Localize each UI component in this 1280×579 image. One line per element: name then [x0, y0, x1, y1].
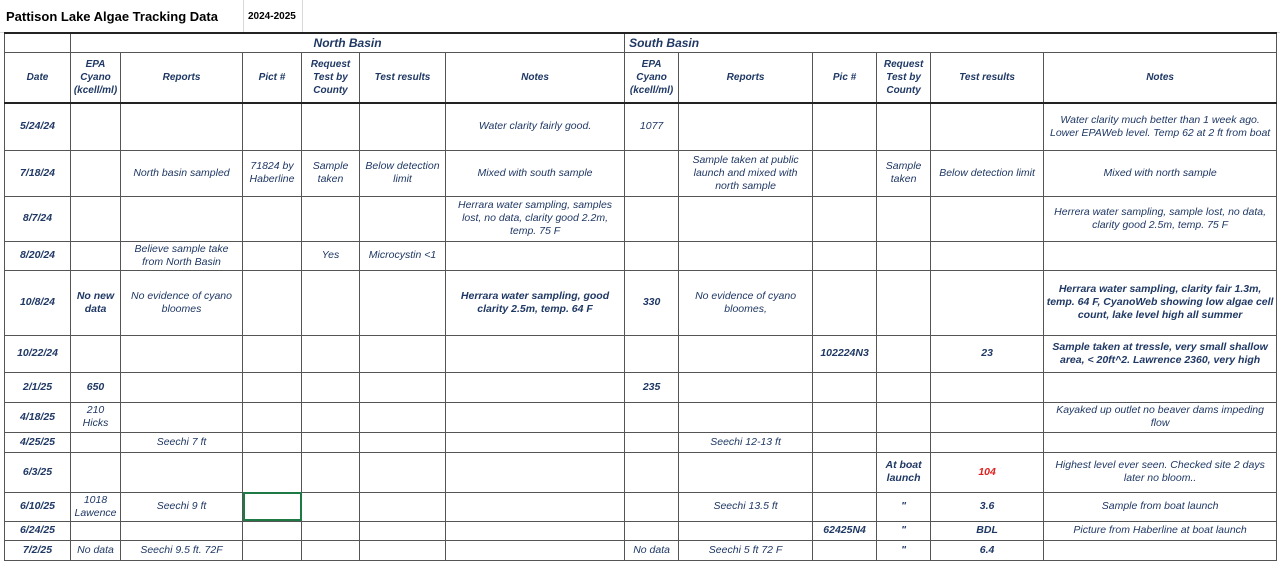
south-epa-cell[interactable]: [625, 150, 679, 196]
date-cell[interactable]: 5/24/24: [5, 103, 71, 150]
north-basin-label[interactable]: North Basin: [71, 33, 625, 53]
north-reports-cell[interactable]: Believe sample take from North Basin: [121, 241, 243, 270]
north-results-cell[interactable]: Microcystin <1: [360, 241, 446, 270]
header-south-notes[interactable]: Notes: [1044, 53, 1277, 104]
south-reports-cell[interactable]: [679, 372, 813, 402]
south-pict-cell[interactable]: [813, 196, 877, 241]
north-results-cell[interactable]: [360, 270, 446, 335]
south-request-cell[interactable]: ": [877, 521, 931, 540]
south-notes-cell[interactable]: Herrera water sampling, sample lost, no data, clarity good 2.5m, temp. 75 F: [1044, 196, 1277, 241]
north-notes-cell[interactable]: [446, 521, 625, 540]
title-row: [0, 0, 1280, 33]
south-request-cell[interactable]: [877, 196, 931, 241]
north-pict-cell[interactable]: [243, 241, 302, 270]
north-reports-cell[interactable]: Seechi 9 ft: [121, 492, 243, 521]
north-pict-cell[interactable]: [243, 521, 302, 540]
south-reports-cell[interactable]: Seechi 13.5 ft: [679, 492, 813, 521]
table-row: [5, 521, 1277, 540]
south-results-cell[interactable]: [931, 432, 1044, 452]
table-row: [5, 492, 1277, 521]
north-pict-cell[interactable]: [243, 540, 302, 560]
south-request-cell[interactable]: [877, 103, 931, 150]
south-epa-cell[interactable]: No data: [625, 540, 679, 560]
table-row: [5, 540, 1277, 560]
south-pict-cell[interactable]: [813, 150, 877, 196]
south-pict-cell[interactable]: [813, 103, 877, 150]
south-notes-cell[interactable]: Sample from boat launch: [1044, 492, 1277, 521]
header-north-request[interactable]: Request Test by County: [302, 53, 360, 104]
north-reports-cell[interactable]: Seechi 7 ft: [121, 432, 243, 452]
south-epa-cell[interactable]: 330: [625, 270, 679, 335]
north-pict-cell[interactable]: [243, 432, 302, 452]
south-pict-cell[interactable]: [813, 402, 877, 432]
south-pict-cell[interactable]: 62425N4: [813, 521, 877, 540]
date-cell[interactable]: 10/22/24: [5, 335, 71, 372]
north-epa-cell[interactable]: 650: [71, 372, 121, 402]
south-reports-cell[interactable]: [679, 335, 813, 372]
south-reports-cell[interactable]: [679, 103, 813, 150]
south-results-cell[interactable]: [931, 196, 1044, 241]
north-request-cell[interactable]: [302, 196, 360, 241]
north-reports-cell[interactable]: [121, 521, 243, 540]
south-results-cell[interactable]: 3.6: [931, 492, 1044, 521]
date-cell[interactable]: 6/24/25: [5, 521, 71, 540]
north-results-cell[interactable]: [360, 335, 446, 372]
north-notes-cell[interactable]: [446, 452, 625, 492]
north-reports-cell[interactable]: [121, 402, 243, 432]
north-request-cell[interactable]: [302, 432, 360, 452]
north-notes-cell[interactable]: Mixed with south sample: [446, 150, 625, 196]
north-request-cell[interactable]: [302, 103, 360, 150]
north-epa-cell[interactable]: [71, 196, 121, 241]
north-notes-cell[interactable]: [446, 492, 625, 521]
north-results-cell[interactable]: [360, 402, 446, 432]
north-epa-cell[interactable]: [71, 103, 121, 150]
table-row: [5, 452, 1277, 492]
south-results-cell[interactable]: [931, 103, 1044, 150]
north-epa-cell[interactable]: [71, 241, 121, 270]
date-cell[interactable]: 7/2/25: [5, 540, 71, 560]
south-results-cell[interactable]: [931, 241, 1044, 270]
table-row: [5, 150, 1277, 196]
south-request-cell[interactable]: [877, 402, 931, 432]
table-row: [5, 402, 1277, 432]
south-epa-cell[interactable]: [625, 452, 679, 492]
north-results-cell[interactable]: [360, 432, 446, 452]
header-south-request[interactable]: Request Test by County: [877, 53, 931, 104]
south-reports-cell[interactable]: No evidence of cyano bloomes,: [679, 270, 813, 335]
south-request-cell[interactable]: [877, 432, 931, 452]
south-request-cell[interactable]: [877, 335, 931, 372]
south-reports-cell[interactable]: [679, 521, 813, 540]
date-cell[interactable]: 4/25/25: [5, 432, 71, 452]
north-notes-cell[interactable]: [446, 372, 625, 402]
gridline: [302, 0, 303, 32]
north-notes-cell[interactable]: Herrara water sampling, samples lost, no data, clarity good 2.2m, temp. 75 F: [446, 196, 625, 241]
north-results-cell[interactable]: [360, 372, 446, 402]
table-row: [5, 270, 1277, 335]
south-pict-cell[interactable]: 102224N3: [813, 335, 877, 372]
north-request-cell[interactable]: Sample taken: [302, 150, 360, 196]
north-results-cell[interactable]: [360, 103, 446, 150]
south-epa-cell[interactable]: [625, 335, 679, 372]
date-cell[interactable]: 8/20/24: [5, 241, 71, 270]
date-cell[interactable]: 2/1/25: [5, 372, 71, 402]
south-epa-cell[interactable]: [625, 492, 679, 521]
north-epa-cell[interactable]: 210 Hicks: [71, 402, 121, 432]
south-reports-cell[interactable]: [679, 402, 813, 432]
header-north-reports[interactable]: Reports: [121, 53, 243, 104]
north-results-cell[interactable]: Below detection limit: [360, 150, 446, 196]
south-results-cell[interactable]: [931, 372, 1044, 402]
north-reports-cell[interactable]: [121, 335, 243, 372]
north-epa-cell[interactable]: [71, 432, 121, 452]
south-results-cell[interactable]: BDL: [931, 521, 1044, 540]
header-south-results[interactable]: Test results: [931, 53, 1044, 104]
north-reports-cell[interactable]: Seechi 9.5 ft. 72F: [121, 540, 243, 560]
header-north-results[interactable]: Test results: [360, 53, 446, 104]
north-pict-cell[interactable]: [243, 270, 302, 335]
south-request-cell[interactable]: ": [877, 492, 931, 521]
south-notes-cell[interactable]: [1044, 372, 1277, 402]
south-request-cell[interactable]: [877, 241, 931, 270]
north-notes-cell[interactable]: [446, 540, 625, 560]
south-request-cell[interactable]: At boat launch: [877, 452, 931, 492]
south-pict-cell[interactable]: [813, 241, 877, 270]
sheet-title[interactable]: Pattison Lake Algae Tracking Data: [6, 9, 218, 24]
table-row: [5, 103, 1277, 150]
south-results-cell[interactable]: 23: [931, 335, 1044, 372]
south-pict-cell[interactable]: [813, 492, 877, 521]
south-notes-cell[interactable]: Water clarity much better than 1 week ago. Lower EPAWeb level. Temp 62 at 2 ft from boat: [1044, 103, 1277, 150]
south-notes-cell[interactable]: [1044, 432, 1277, 452]
north-results-cell[interactable]: [360, 196, 446, 241]
north-pict-cell[interactable]: 71824 by Haberline: [243, 150, 302, 196]
north-request-cell[interactable]: [302, 372, 360, 402]
header-south-reports[interactable]: Reports: [679, 53, 813, 104]
header-south-epa[interactable]: EPA Cyano (kcell/ml): [625, 53, 679, 104]
south-reports-cell[interactable]: Sample taken at public launch and mixed with north sample: [679, 150, 813, 196]
south-reports-cell[interactable]: [679, 241, 813, 270]
north-pict-cell[interactable]: [243, 103, 302, 150]
table-row: [5, 196, 1277, 241]
date-cell[interactable]: 8/7/24: [5, 196, 71, 241]
cell[interactable]: [5, 33, 71, 53]
gridline: [243, 0, 244, 32]
north-request-cell[interactable]: Yes: [302, 241, 360, 270]
south-epa-cell[interactable]: [625, 402, 679, 432]
north-notes-cell[interactable]: Herrara water sampling, good clarity 2.5m, temp. 64 F: [446, 270, 625, 335]
basin-header-row: [5, 33, 1277, 53]
north-reports-cell[interactable]: North basin sampled: [121, 150, 243, 196]
table-row: [5, 432, 1277, 452]
north-request-cell[interactable]: [302, 270, 360, 335]
north-epa-cell[interactable]: [71, 150, 121, 196]
header-date[interactable]: Date: [5, 53, 71, 104]
north-notes-cell[interactable]: [446, 402, 625, 432]
north-request-cell[interactable]: [302, 540, 360, 560]
header-north-pict[interactable]: Pict #: [243, 53, 302, 104]
north-epa-cell[interactable]: No new data: [71, 270, 121, 335]
north-notes-cell[interactable]: Water clarity fairly good.: [446, 103, 625, 150]
date-cell[interactable]: 4/18/25: [5, 402, 71, 432]
north-request-cell[interactable]: [302, 492, 360, 521]
south-epa-cell[interactable]: [625, 432, 679, 452]
south-reports-cell[interactable]: [679, 196, 813, 241]
north-results-cell[interactable]: [360, 492, 446, 521]
date-cell[interactable]: 6/3/25: [5, 452, 71, 492]
south-epa-cell[interactable]: [625, 241, 679, 270]
north-pict-cell[interactable]: [243, 372, 302, 402]
south-notes-cell[interactable]: Mixed with north sample: [1044, 150, 1277, 196]
header-south-pict[interactable]: Pic #: [813, 53, 877, 104]
north-reports-cell[interactable]: [121, 372, 243, 402]
north-epa-cell[interactable]: 1018 Lawence: [71, 492, 121, 521]
north-pict-cell[interactable]: [243, 492, 302, 521]
north-reports-cell[interactable]: [121, 103, 243, 150]
south-epa-cell[interactable]: [625, 196, 679, 241]
north-pict-cell[interactable]: [243, 335, 302, 372]
north-epa-cell[interactable]: [71, 335, 121, 372]
north-request-cell[interactable]: [302, 335, 360, 372]
south-notes-cell[interactable]: [1044, 540, 1277, 560]
south-epa-cell[interactable]: 235: [625, 372, 679, 402]
south-pict-cell[interactable]: [813, 270, 877, 335]
south-request-cell[interactable]: [877, 270, 931, 335]
south-results-cell[interactable]: 6.4: [931, 540, 1044, 560]
south-pict-cell[interactable]: [813, 540, 877, 560]
north-request-cell[interactable]: [302, 452, 360, 492]
south-notes-cell[interactable]: Sample taken at tressle, very small shallow area, < 20ft^2. Lawrence 2360, very high: [1044, 335, 1277, 372]
algae-data-table: [4, 32, 1277, 561]
date-cell[interactable]: 6/10/25: [5, 492, 71, 521]
north-notes-cell[interactable]: [446, 432, 625, 452]
north-epa-cell[interactable]: [71, 521, 121, 540]
header-north-epa[interactable]: EPA Cyano (kcell/ml): [71, 53, 121, 104]
south-request-cell[interactable]: [877, 372, 931, 402]
south-notes-cell[interactable]: Kayaked up outlet no beaver dams impeding flow: [1044, 402, 1277, 432]
north-pict-cell[interactable]: [243, 196, 302, 241]
south-reports-cell[interactable]: [679, 452, 813, 492]
south-notes-cell[interactable]: Herrara water sampling, clarity fair 1.3m, temp. 64 F, CyanoWeb showing low algae cell count, lake level high all summer: [1044, 270, 1277, 335]
south-results-cell[interactable]: Below detection limit: [931, 150, 1044, 196]
north-epa-cell[interactable]: No data: [71, 540, 121, 560]
north-reports-cell[interactable]: [121, 452, 243, 492]
south-results-cell[interactable]: [931, 402, 1044, 432]
south-notes-cell[interactable]: [1044, 241, 1277, 270]
north-request-cell[interactable]: [302, 521, 360, 540]
north-pict-cell[interactable]: [243, 452, 302, 492]
date-cell[interactable]: 10/8/24: [5, 270, 71, 335]
sheet-year[interactable]: 2024-2025: [248, 11, 296, 22]
north-reports-cell[interactable]: No evidence of cyano bloomes: [121, 270, 243, 335]
north-results-cell[interactable]: [360, 521, 446, 540]
table-row: [5, 372, 1277, 402]
north-epa-cell[interactable]: [71, 452, 121, 492]
north-results-cell[interactable]: [360, 452, 446, 492]
south-basin-label[interactable]: South Basin: [625, 33, 1277, 53]
south-reports-cell[interactable]: Seechi 12-13 ft: [679, 432, 813, 452]
table-row: [5, 335, 1277, 372]
column-header-row: [5, 53, 1277, 104]
south-notes-cell[interactable]: Highest level ever seen. Checked site 2 days later no bloom..: [1044, 452, 1277, 492]
north-notes-cell[interactable]: [446, 241, 625, 270]
table-row: [5, 241, 1277, 270]
south-notes-cell[interactable]: Picture from Haberline at boat launch: [1044, 521, 1277, 540]
south-reports-cell[interactable]: Seechi 5 ft 72 F: [679, 540, 813, 560]
south-epa-cell[interactable]: 1077: [625, 103, 679, 150]
south-epa-cell[interactable]: [625, 521, 679, 540]
north-request-cell[interactable]: [302, 402, 360, 432]
south-results-cell[interactable]: 104: [931, 452, 1044, 492]
north-pict-cell[interactable]: [243, 402, 302, 432]
south-request-cell[interactable]: ": [877, 540, 931, 560]
south-pict-cell[interactable]: [813, 452, 877, 492]
north-reports-cell[interactable]: [121, 196, 243, 241]
south-pict-cell[interactable]: [813, 432, 877, 452]
header-north-notes[interactable]: Notes: [446, 53, 625, 104]
north-notes-cell[interactable]: [446, 335, 625, 372]
south-request-cell[interactable]: Sample taken: [877, 150, 931, 196]
date-cell[interactable]: 7/18/24: [5, 150, 71, 196]
north-results-cell[interactable]: [360, 540, 446, 560]
south-results-cell[interactable]: [931, 270, 1044, 335]
south-pict-cell[interactable]: [813, 372, 877, 402]
